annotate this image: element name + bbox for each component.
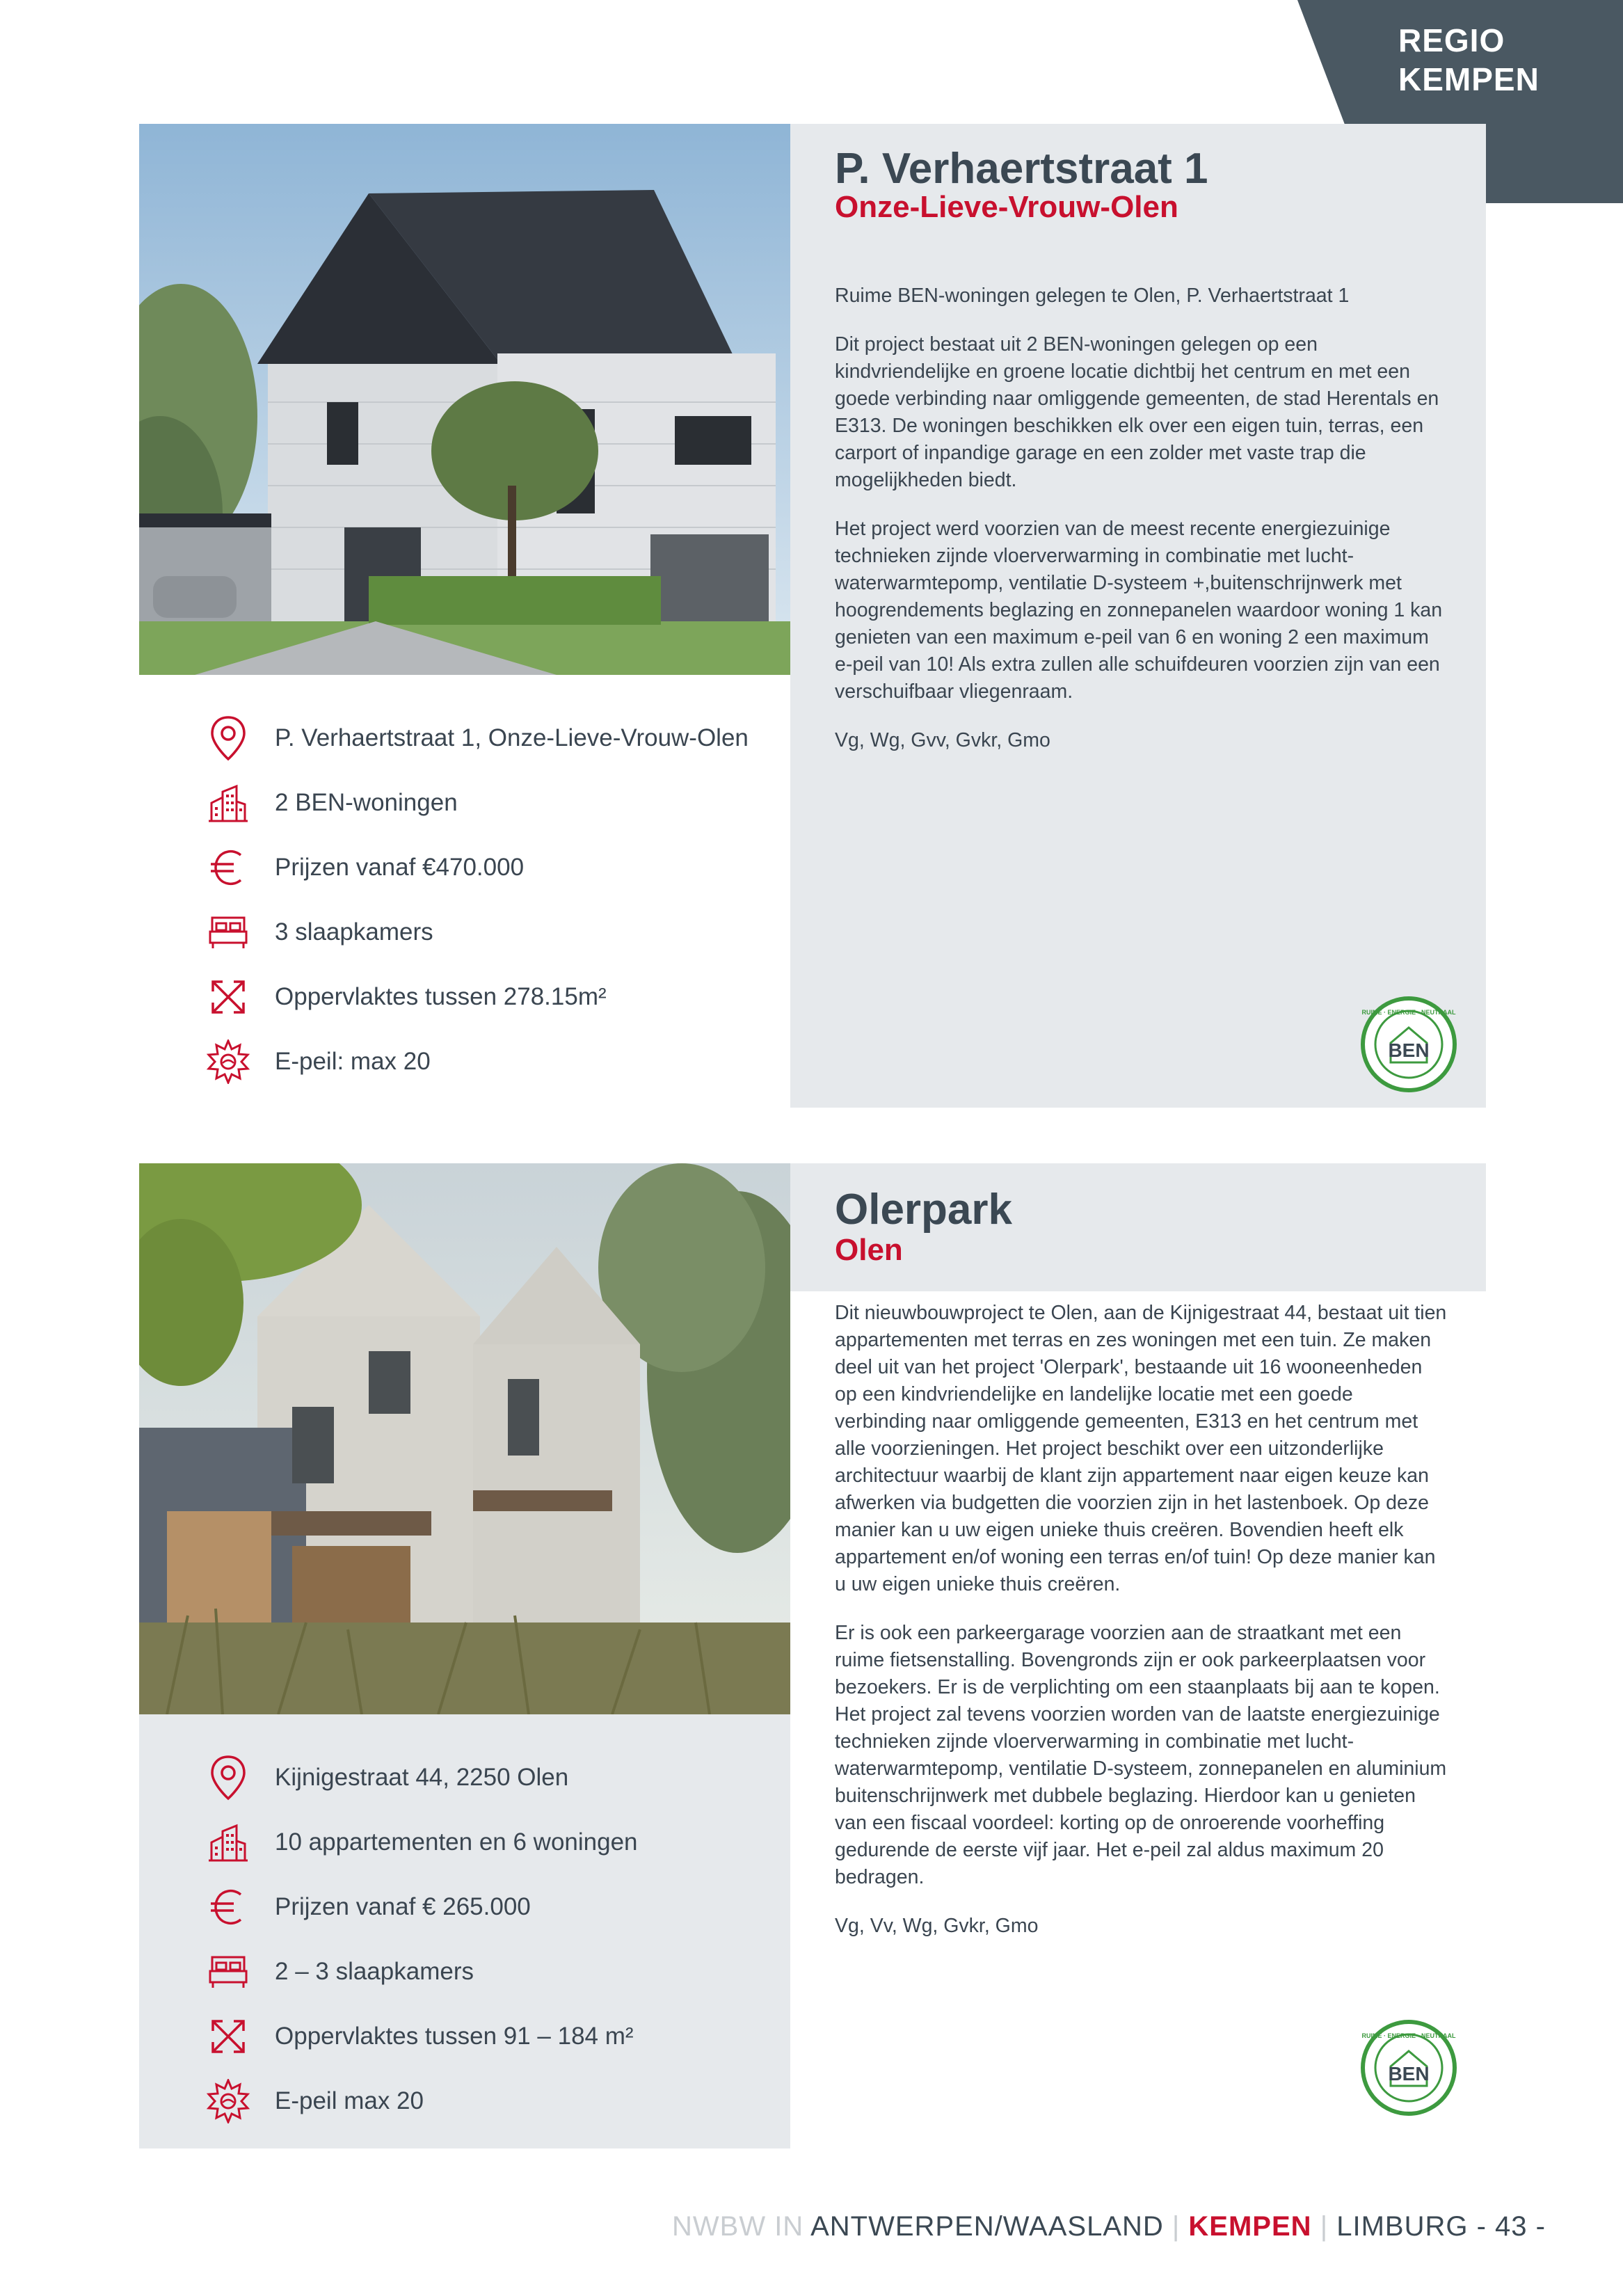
fact-surface: Oppervlaktes tussen 278.15m² xyxy=(205,964,749,1029)
project-card-olerpark xyxy=(139,1163,1486,2148)
footer-region-antwerpen: ANTWERPEN/WAASLAND xyxy=(810,2211,1164,2242)
project-location: Onze-Lieve-Vrouw-Olen xyxy=(835,190,1178,224)
location-pin-icon xyxy=(205,715,251,761)
footer-region-kempen: KEMPEN xyxy=(1188,2211,1312,2242)
expand-arrows-icon xyxy=(205,974,251,1020)
sun-icon xyxy=(205,2078,251,2124)
euro-icon xyxy=(205,845,251,891)
project-description xyxy=(835,1300,1447,1961)
page-footer: NWBW IN ANTWERPEN/WAASLAND | KEMPEN | LIMBURG - 43 - xyxy=(672,2211,1546,2242)
legal-abbreviations: Vg, Vv, Wg, Gvkr, Gmo xyxy=(835,1915,1039,1937)
page-number: - 43 - xyxy=(1476,2211,1546,2242)
fact-epeil: E-peil max 20 xyxy=(205,2068,638,2133)
project-description xyxy=(835,282,1447,776)
fact-units: 10 appartementen en 6 woningen xyxy=(205,1810,638,1874)
bed-icon xyxy=(205,1949,251,1995)
project-photo xyxy=(139,1163,790,1714)
euro-icon xyxy=(205,1884,251,1930)
location-pin-icon xyxy=(205,1755,251,1801)
ben-badge xyxy=(1360,996,1457,1093)
project-location: Olen xyxy=(835,1233,903,1267)
svg-text:BEN: BEN xyxy=(1388,2063,1430,2084)
fact-address: Kijnigestraat 44, 2250 Olen xyxy=(205,1745,638,1810)
region-label: REGIO KEMPEN xyxy=(1398,22,1540,97)
description-paragraph: Het project werd voorzien van de meest recente energiezuinige technieken zijnde vloerverwarming in combinatie met lucht-waterwarmtepomp, ventilatie D-systeem +,buitenschrijnwerk met hoogrendements beglazing en zonnepanelen waardoor woning 1 kan genieten van een maximum e-peil van 6 en woning 2 een maximum e-peil van 10! Als extra zullen alle schuifdeuren voorzien zijn van een verschuifbaar vliegenraam. xyxy=(835,518,1443,703)
legal-abbreviations: Vg, Wg, Gvv, Gvkr, Gmo xyxy=(835,729,1050,751)
description-paragraph: Ruime BEN-woningen gelegen te Olen, P. Verhaertstraat 1 xyxy=(835,285,1350,307)
description-paragraph: Dit nieuwbouwproject te Olen, aan de Kijnigestraat 44, bestaat uit tien appartementen met terras en zes woningen met een tuin. Ze maken deel uit van het project 'Olerpark', bestaande uit 16 wooneenheden op een kindvriendelijke en landelijke locatie met een goede verbinding naar omliggende gemeenten, E313 en het centrum met alle voorzieningen. Het project beschikt over een uitzonderlijke architectuur waarbij de klant zijn appartement naar eigen keuze kan afwerken via budgetten die voorzien zijn in het lastenboek. Op deze manier kan u uw eigen unieke thuis creëren. Bovendien heeft elk appartement en/of woning een terras en/of tuin! Op deze manier kan u uw eigen unieke thuis creëren. xyxy=(835,1302,1447,1595)
building-icon xyxy=(205,780,251,826)
fact-epeil: E-peil: max 20 xyxy=(205,1029,749,1094)
footer-region-limburg: LIMBURG xyxy=(1336,2211,1469,2242)
expand-arrows-icon xyxy=(205,2014,251,2059)
svg-text:RUIME · ENERGIE · NEUTRAAL: RUIME · ENERGIE · NEUTRAAL xyxy=(1361,2032,1456,2039)
project-title: Olerpark xyxy=(835,1186,1013,1234)
sun-icon xyxy=(205,1039,251,1085)
description-paragraph: Dit project bestaat uit 2 BEN-woningen gelegen op een kindvriendelijke en groene locatie dichtbij het centrum en met een goede verbinding naar omliggende gemeenten, de stad Herentals en E313. De woningen beschikken elk over een eigen tuin, terras, een carport of inpandige garage en een zolder met vaste trap die mogelijkheden biedt. xyxy=(835,333,1439,491)
fact-units: 2 BEN-woningen xyxy=(205,770,749,835)
project-photo xyxy=(139,124,790,675)
fact-price: Prijzen vanaf € 265.000 xyxy=(205,1874,638,1939)
description-paragraph: Er is ook een parkeergarage voorzien aan de straatkant met een ruime fietsenstalling. Bovengronds zijn er ook parkeerplaatsen voor bezoekers. Er is de verplichting om een staanplaats bij aan te kopen. Het project zal tevens voorzien worden van de laatste energiezuinige technieken zijnde vloerverwarming in combinatie met lucht-waterwarmtepomp, ventilatie D-systeem, zonnepanelen en aluminium buitenschrijnwerk met dubbele beglazing. Hierdoor kan u genieten van een fiscaal voordeel: korting op de onroerende voorheffing gedurende de eerste vijf jaar. Het e-peil zal aldus maximum 20 bedragen. xyxy=(835,1622,1447,1888)
fact-bedrooms: 2 – 3 slaapkamers xyxy=(205,1939,638,2004)
ben-badge xyxy=(1360,2019,1457,2116)
project-title: P. Verhaertstraat 1 xyxy=(835,145,1208,193)
svg-text:RUIME · ENERGIE · NEUTRAAL: RUIME · ENERGIE · NEUTRAAL xyxy=(1361,1009,1456,1016)
project-facts-list xyxy=(205,705,749,1094)
svg-text:BEN: BEN xyxy=(1388,1039,1430,1061)
fact-address: P. Verhaertstraat 1, Onze-Lieve-Vrouw-Olen xyxy=(205,705,749,770)
bed-icon xyxy=(205,909,251,955)
footer-prefix: NWBW IN xyxy=(672,2211,804,2242)
fact-bedrooms: 3 slaapkamers xyxy=(205,900,749,964)
fact-price: Prijzen vanaf €470.000 xyxy=(205,835,749,900)
fact-surface: Oppervlaktes tussen 91 – 184 m² xyxy=(205,2004,638,2068)
project-card-verhaertstraat xyxy=(139,124,1486,1108)
project-facts-list xyxy=(205,1745,638,2133)
building-icon xyxy=(205,1819,251,1865)
